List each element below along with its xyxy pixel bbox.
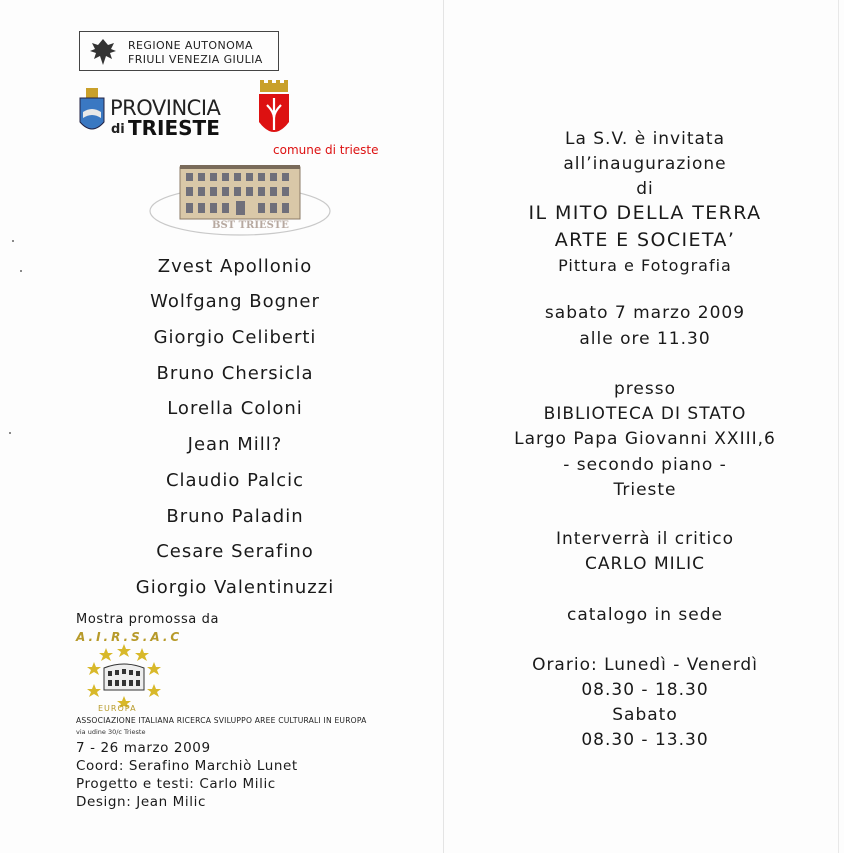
artist-name: Wolfgang Bogner [150, 291, 320, 312]
promoted-by-label: Mostra promossa da [76, 612, 220, 627]
comune-label: comune di trieste [273, 143, 379, 157]
exhibition-dates: 7 - 26 marzo 2009 [76, 740, 211, 756]
opening-time: alle ore 11.30 [579, 329, 711, 349]
invite-line-3: di [636, 179, 654, 199]
association-name: ASSOCIAZIONE ITALIANA RICERCA SVILUPPO AREE CULTURALI IN EUROPA [76, 716, 367, 725]
artist-name: Bruno Chersicla [156, 363, 314, 384]
venue-floor: - secondo piano - [563, 455, 727, 475]
region-name-line1: REGIONE AUTONOMA [128, 39, 253, 52]
critic-name: CARLO MILIC [585, 554, 705, 574]
region-name-line2: FRIULI VENEZIA GIULIA [128, 53, 263, 66]
provincia-crest-icon [78, 88, 106, 136]
artist-name: Claudio Palcic [165, 470, 305, 491]
provincia-di: di [111, 122, 125, 137]
critic-intro: Interverrà il critico [556, 529, 734, 549]
saturday-hours: 08.30 - 13.30 [581, 730, 709, 750]
airsac-wordmark: A.I.R.S.A.C [76, 630, 183, 644]
artist-name: Jean Mill? [187, 434, 283, 455]
comune-crest-icon [256, 78, 292, 144]
weekday-hours: 08.30 - 18.30 [581, 680, 709, 700]
exhibition-title-2: ARTE E SOCIETA’ [554, 229, 736, 251]
bst-label: BST TRIESTE [212, 220, 289, 231]
region-logo [79, 31, 279, 71]
venue-name: BIBLIOTECA DI STATO [543, 404, 747, 424]
coordination-credit: Coord: Serafino Marchiò Lunet [76, 758, 298, 774]
artist-name: Giorgio Valentinuzzi [135, 577, 335, 598]
fold-line [443, 0, 444, 853]
hours-label: Orario: Lunedì - Venerdì [532, 655, 758, 675]
page-edge [838, 0, 839, 853]
venue-city: Trieste [613, 480, 677, 500]
artist-name: Cesare Serafino [156, 541, 314, 562]
invite-line-1: La S.V. è invitata [564, 129, 726, 149]
provincia-trieste: TRIESTE [128, 116, 220, 140]
catalog-note: catalogo in sede [566, 605, 724, 625]
artist-name: Lorella Coloni [167, 398, 303, 419]
artist-name: Zvest Apollonio [157, 256, 313, 277]
eagle-icon [86, 35, 120, 69]
saturday-label: Sabato [612, 705, 678, 725]
design-credit: Design: Jean Milic [76, 794, 206, 810]
artist-name: Giorgio Celiberti [153, 327, 317, 348]
exhibition-subtitle: Pittura e Fotografia [558, 256, 732, 275]
artist-name: Bruno Paladin [166, 506, 304, 527]
texts-credit: Progetto e testi: Carlo Milic [76, 776, 276, 792]
presso-label: presso [614, 379, 676, 399]
exhibition-title: IL MITO DELLA TERRA [528, 202, 762, 224]
provincia-title: PROVINCIA [110, 96, 221, 120]
invite-line-2: all’inaugurazione [563, 154, 727, 174]
venue-address: Largo Papa Giovanni XXIII,6 [514, 429, 776, 449]
opening-date: sabato 7 marzo 2009 [544, 303, 746, 323]
association-address: via udine 30/c Trieste [76, 728, 146, 736]
colosseum-stars-icon [84, 640, 164, 708]
europa-label: EUROPA [98, 704, 137, 713]
